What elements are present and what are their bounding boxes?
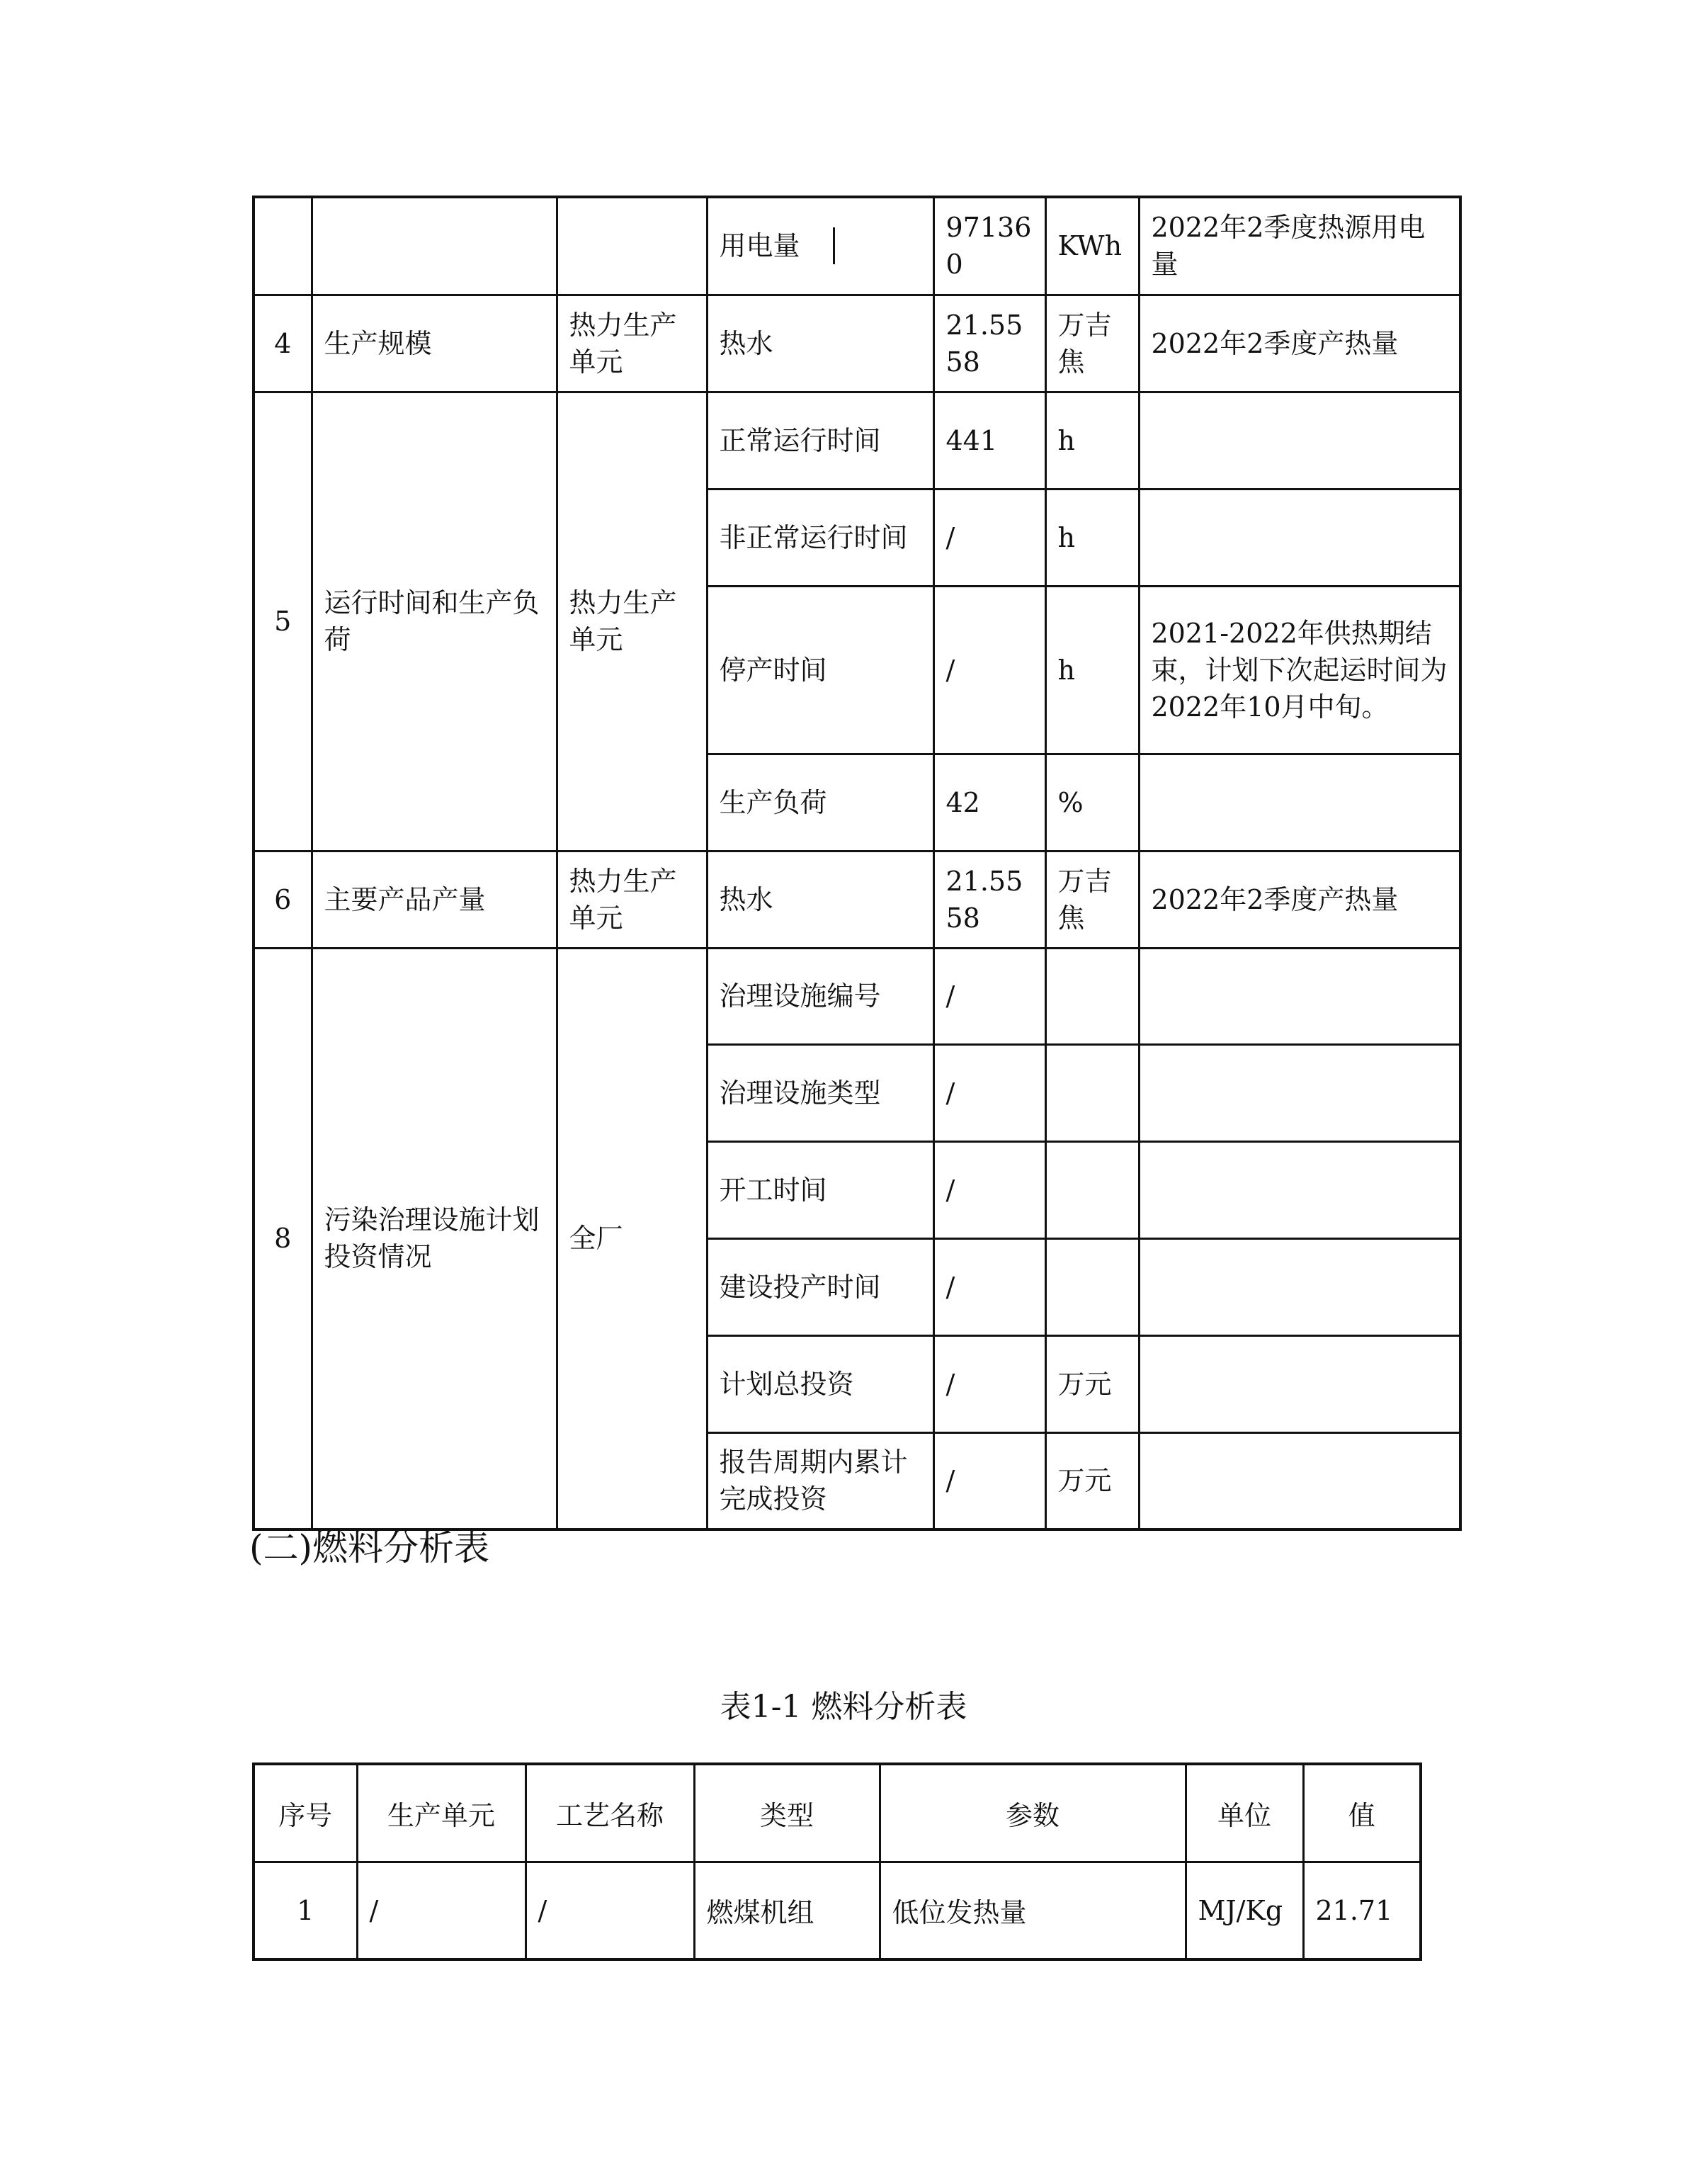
sub-item-cell: 生产负荷 bbox=[707, 754, 933, 851]
note-cell bbox=[1139, 1141, 1460, 1238]
sub-item-cell: 治理设施类型 bbox=[707, 1044, 933, 1141]
value-cell: 21.5558 bbox=[933, 295, 1045, 392]
value-cell: / bbox=[933, 1335, 1045, 1432]
table-row bbox=[254, 948, 1460, 1044]
table-cell bbox=[707, 197, 933, 295]
row-number: 5 bbox=[254, 392, 312, 851]
unit-name-cell: 全厂 bbox=[557, 948, 707, 1529]
unit-name-cell: 热力生产单元 bbox=[557, 851, 707, 948]
table-caption: 表1-1 燃料分析表 bbox=[720, 1689, 967, 1725]
unit-cell: h bbox=[1045, 586, 1139, 754]
note-cell bbox=[1139, 948, 1460, 1044]
note-cell bbox=[1139, 1238, 1460, 1335]
value-cell: 971360 bbox=[933, 197, 1045, 295]
value-cell: 42 bbox=[933, 754, 1045, 851]
value-cell: 21.5558 bbox=[933, 851, 1045, 948]
column-header: 参数 bbox=[880, 1764, 1186, 1862]
column-header: 序号 bbox=[254, 1764, 357, 1862]
unit-cell bbox=[1045, 1141, 1139, 1238]
column-header: 单位 bbox=[1186, 1764, 1303, 1862]
unit-cell: 万吉焦 bbox=[1045, 851, 1139, 948]
sub-item-cell: 热水 bbox=[707, 851, 933, 948]
value-cell: / bbox=[933, 1238, 1045, 1335]
sub-item-cell: 建设投产时间 bbox=[707, 1238, 933, 1335]
item-cell: 生产规模 bbox=[312, 295, 557, 392]
column-header: 值 bbox=[1303, 1764, 1421, 1862]
note-cell bbox=[1139, 1335, 1460, 1432]
value-cell: / bbox=[933, 1141, 1045, 1238]
row-number: 8 bbox=[254, 948, 312, 1529]
table-cell bbox=[557, 197, 707, 295]
unit-name-cell: 热力生产单元 bbox=[557, 392, 707, 851]
fuel-analysis-table bbox=[252, 1763, 1422, 1961]
note-cell: 2021-2022年供热期结束，计划下次起运时间为2022年10月中旬。 bbox=[1139, 586, 1460, 754]
unit-name-cell: 热力生产单元 bbox=[557, 295, 707, 392]
item-cell: 污染治理设施计划投资情况 bbox=[312, 948, 557, 1529]
sub-item-cell: 报告周期内累计完成投资 bbox=[707, 1432, 933, 1529]
table-cell: 低位发热量 bbox=[880, 1862, 1186, 1959]
table-row bbox=[254, 1862, 1421, 1959]
value-cell: / bbox=[933, 1432, 1045, 1529]
note-cell: 2022年2季度热源用电量 bbox=[1139, 197, 1460, 295]
note-cell bbox=[1139, 754, 1460, 851]
sub-item-cell: 非正常运行时间 bbox=[707, 489, 933, 586]
item-label: 用电量 bbox=[708, 227, 835, 264]
unit-cell bbox=[1045, 1238, 1139, 1335]
column-header: 类型 bbox=[694, 1764, 880, 1862]
table-cell: / bbox=[526, 1862, 694, 1959]
note-cell: 2022年2季度产热量 bbox=[1139, 851, 1460, 948]
note-cell bbox=[1139, 1044, 1460, 1141]
note-cell: 2022年2季度产热量 bbox=[1139, 295, 1460, 392]
note-cell bbox=[1139, 489, 1460, 586]
unit-cell bbox=[1045, 948, 1139, 1044]
column-header: 生产单元 bbox=[357, 1764, 526, 1862]
table-cell bbox=[254, 197, 312, 295]
table-row bbox=[254, 295, 1460, 392]
note-cell bbox=[1139, 1432, 1460, 1529]
table-cell: MJ/Kg bbox=[1186, 1862, 1303, 1959]
table-row bbox=[254, 197, 1460, 295]
section-heading: (二)燃料分析表 bbox=[249, 1527, 490, 1568]
item-cell: 运行时间和生产负荷 bbox=[312, 392, 557, 851]
table-cell: 21.71 bbox=[1303, 1862, 1421, 1959]
sub-item-cell: 治理设施编号 bbox=[707, 948, 933, 1044]
sub-item-cell: 计划总投资 bbox=[707, 1335, 933, 1432]
table-row bbox=[254, 851, 1460, 948]
production-table bbox=[252, 196, 1462, 1531]
column-header: 工艺名称 bbox=[526, 1764, 694, 1862]
unit-cell: h bbox=[1045, 392, 1139, 489]
sub-item-cell: 停产时间 bbox=[707, 586, 933, 754]
unit-cell: % bbox=[1045, 754, 1139, 851]
unit-cell: 万元 bbox=[1045, 1335, 1139, 1432]
value-cell: / bbox=[933, 489, 1045, 586]
table-cell: / bbox=[357, 1862, 526, 1959]
row-number: 4 bbox=[254, 295, 312, 392]
unit-cell bbox=[1045, 1044, 1139, 1141]
row-number: 6 bbox=[254, 851, 312, 948]
unit-cell: h bbox=[1045, 489, 1139, 586]
value-cell: / bbox=[933, 1044, 1045, 1141]
table-row bbox=[254, 392, 1460, 489]
table-cell: 燃煤机组 bbox=[694, 1862, 880, 1959]
sub-item-cell: 热水 bbox=[707, 295, 933, 392]
sub-item-cell: 正常运行时间 bbox=[707, 392, 933, 489]
table-cell bbox=[312, 197, 557, 295]
unit-cell: KWh bbox=[1045, 197, 1139, 295]
table-cell: 1 bbox=[254, 1862, 357, 1959]
value-cell: / bbox=[933, 948, 1045, 1044]
unit-cell: 万元 bbox=[1045, 1432, 1139, 1529]
item-cell: 主要产品产量 bbox=[312, 851, 557, 948]
sub-item-cell: 开工时间 bbox=[707, 1141, 933, 1238]
table-header-row bbox=[254, 1764, 1421, 1862]
value-cell: 441 bbox=[933, 392, 1045, 489]
value-cell: / bbox=[933, 586, 1045, 754]
unit-cell: 万吉焦 bbox=[1045, 295, 1139, 392]
note-cell bbox=[1139, 392, 1460, 489]
